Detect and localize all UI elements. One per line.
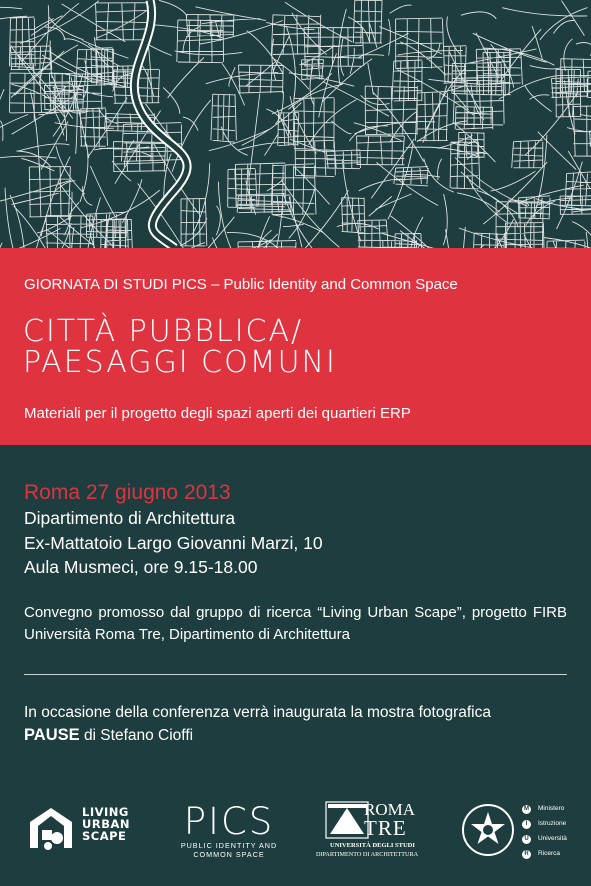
ministry-row-2 <box>522 819 566 829</box>
venue-line-2: Ex-Mattatoio Largo Giovanni Marzi, 10 <box>24 532 323 553</box>
event-title <box>23 316 337 378</box>
divider <box>24 674 567 675</box>
house-icon <box>24 804 78 852</box>
lus-wordmark <box>82 806 130 842</box>
lus-word-2: URBAN <box>82 817 130 831</box>
venue-line-3: Aula Musmeci, ore 9.15-18.00 <box>24 557 258 577</box>
exhibition-text <box>24 702 567 747</box>
pics-tagline-2: COMMON SPACE <box>193 850 265 859</box>
event-subtitle: Materiali per il progetto degli spazi aperti dei quartieri ERP <box>24 405 411 422</box>
italian-republic-emblem-icon <box>460 802 516 858</box>
pics-wordmark: PICS <box>183 800 275 843</box>
pics-logo <box>172 800 286 859</box>
promo-text: Convegno promosso dal gruppo di ricerca “Living Urban Scape”, progetto FIRB Università Roma Tre, Dipartimento di Architettura <box>24 604 567 643</box>
exhibition-line: In occasione della conferenza verrà inaugurata la mostra fotografica <box>24 704 491 721</box>
ministry-letter-u: U <box>522 835 531 844</box>
roma-tre-logo <box>312 800 432 862</box>
lus-word-3: SCAPE <box>82 829 127 843</box>
department-label: DIPARTIMENTO DI ARCHITETTURA <box>316 851 419 858</box>
title-line-1: CITTÀ PUBBLICA/ <box>23 314 304 349</box>
ministry-row-1 <box>522 804 564 814</box>
event-date: Roma 27 giugno 2013 <box>24 481 231 504</box>
ministry-label-1: Ministero <box>538 805 565 812</box>
pics-tagline-1: PUBLIC IDENTITY AND <box>180 841 278 850</box>
exhibition-author: di Stefano Cioffi <box>83 727 194 744</box>
lus-word-1: LIVING <box>82 805 129 819</box>
ministry-label-4: Ricerca <box>538 850 561 857</box>
ministry-letter-r: R <box>522 850 531 859</box>
exhibition-title-line <box>24 724 567 747</box>
living-urban-scape-logo <box>24 804 144 852</box>
event-kicker: GIORNATA DI STUDI PICS – Public Identity and Common Space <box>24 276 458 293</box>
title-line-2: PAESAGGI COMUNI <box>23 345 337 380</box>
ministry-label-3: Università <box>538 835 567 842</box>
ministry-label-2: Istruzione <box>538 820 567 827</box>
city-map-image <box>0 0 591 248</box>
street-lines <box>0 0 591 248</box>
university-label: UNIVERSITÀ DEGLI STUDI <box>330 842 415 849</box>
logo-strip <box>0 790 591 870</box>
ministry-row-3 <box>522 834 567 844</box>
roma-wordmark: ROMA <box>364 800 416 819</box>
event-info <box>24 480 567 580</box>
exhibition-title: PAUSE <box>24 726 80 744</box>
ministry-row-4 <box>522 849 560 859</box>
ministry-letter-i: I <box>522 820 531 829</box>
tre-wordmark: TRE <box>364 816 407 840</box>
street-map-graphic <box>0 0 591 248</box>
title-band <box>0 248 591 445</box>
ministry-letter-m: M <box>524 806 529 812</box>
ministry-logo <box>460 802 580 862</box>
venue-line-1: Dipartimento di Architettura <box>24 508 236 528</box>
